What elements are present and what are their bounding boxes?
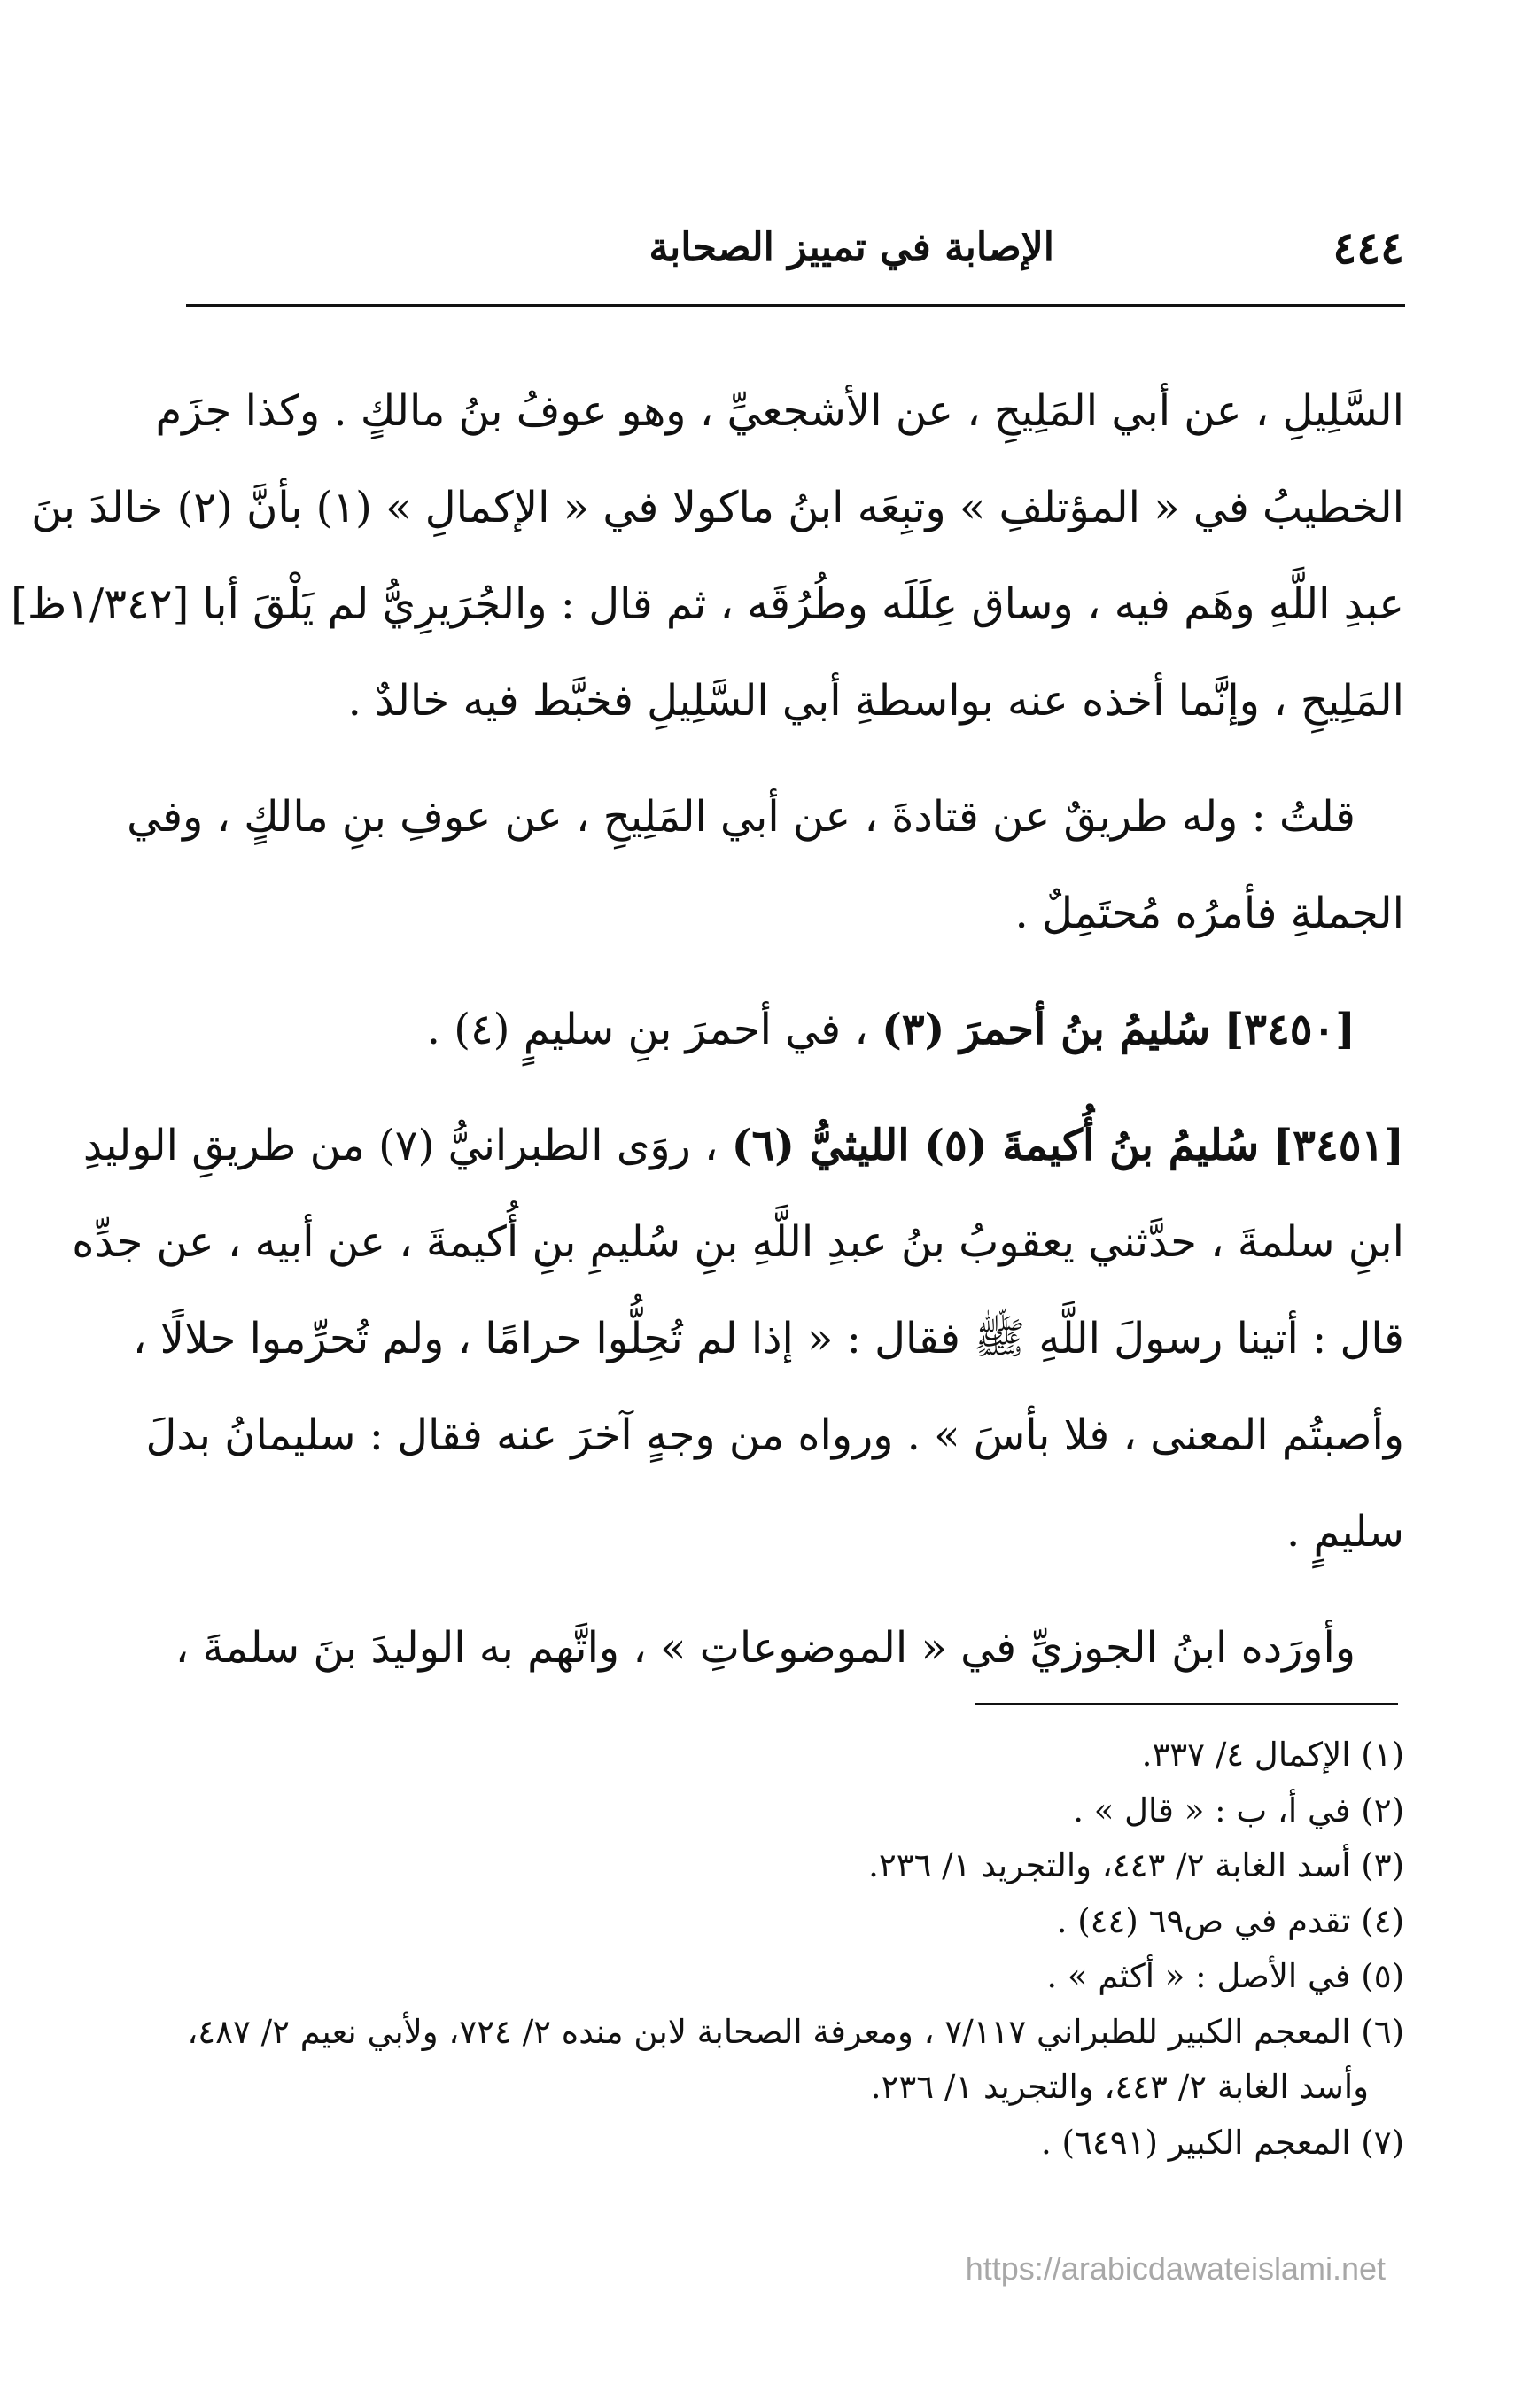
text-line: قال : أتينا رسولَ اللَّهِ ﷺ فقال : « إذا لم تُحِلُّوا حرامًا ، ولم تُحرِّموا حلالًا ، <box>132 1314 1404 1363</box>
watermark-url: https://arabicdawateislami.net <box>965 2250 1386 2287</box>
paragraph-gap <box>190 1078 1404 1098</box>
running-title: الإصابة في تمييز الصحابة <box>649 225 1054 270</box>
text-line: ابنِ سلمةَ ، حدَّثني يعقوبُ بنُ عبدِ اللَّهِ بنِ سُليمِ بنِ أُكيمةَ ، عن أبيه ، عن جدِّه <box>72 1217 1404 1267</box>
text-line: قلتُ : وله طريقٌ عن قتادةَ ، عن أبي المَلِيحِ ، عن عوفِ بنِ مالكٍ ، وفي <box>127 792 1355 842</box>
entry-text: ، في أحمرَ بنِ سليمٍ (٤) . <box>426 1005 868 1054</box>
footnote-rule <box>975 1703 1398 1705</box>
entry-3450 <box>190 982 1404 1078</box>
footnote-4: (٤) تقدم في ص٦٩ (٤٤) . <box>1056 1901 1404 1940</box>
footnote-3: (٣) أسد الغابة ٢/ ٤٤٣، والتجريد ١/ ٢٣٦. <box>868 1846 1404 1884</box>
text-line: الخطيبُ في « المؤتلفِ » وتبِعَه ابنُ ماكولا في « الإكمالِ » (١) بأنَّ (٢) خالدَ بنَ <box>31 483 1404 532</box>
page-number: ٤٤٤ <box>1332 221 1404 274</box>
text-line: السَّلِيلِ ، عن أبي المَلِيحِ ، عن الأشجعيِّ ، وهو عوفُ بنُ مالكٍ . وكذا جزَم <box>155 386 1404 436</box>
header-rule <box>186 304 1405 307</box>
footnote-2: (٢) في أ، ب : « قال » . <box>1073 1790 1404 1829</box>
paragraph-gap <box>190 962 1404 982</box>
entry-3451 <box>82 1098 1404 1194</box>
main-text <box>11 363 1404 1697</box>
paragraph-gap <box>190 1581 1404 1600</box>
footnotes <box>187 1728 1404 2171</box>
entry-name: سُليمُ بنُ أحمرَ (٣) <box>882 1005 1211 1054</box>
entry-number: [٣٤٥١] <box>1272 1121 1404 1170</box>
entry-text: ، روَى الطبرانيُّ (٧) من طريقِ الوليدِ <box>82 1121 719 1170</box>
entry-number: [٣٤٥٠] <box>1223 1005 1355 1054</box>
text-line: وأصبتُم المعنى ، فلا بأسَ » . ورواه من وجهٍ آخرَ عنه فقال : سليمانُ بدلَ <box>145 1410 1404 1460</box>
text-line: المَلِيحِ ، وإنَّما أخذه عنه بواسطةِ أبي السَّلِيلِ فخبَّط فيه خالدٌ . <box>347 676 1404 726</box>
page-header <box>190 221 1404 284</box>
text-line: سليمٍ . <box>1286 1507 1404 1557</box>
footnote-5: (٥) في الأصل : « أكثم » . <box>1046 1957 1404 1995</box>
footnote-1: (١) الإكمال ٤/ ٣٣٧. <box>1141 1736 1404 1774</box>
text-line: عبدِ اللَّهِ وهَم فيه ، وساق عِلَلَه وطُرُقَه ، ثم قال : والجُرَيرِيُّ لم يَلْقَ أبا [١/٣٤٢ظ] <box>11 579 1404 629</box>
footnote-6: (٦) المعجم الكبير للطبراني ٧/١١٧ ، ومعرفة الصحابة لابن منده ٢/ ٧٢٤، ولأبي نعيم ٢/ ٤٨٧، <box>187 2012 1404 2051</box>
footnote-6-continued: وأسد الغابة ٢/ ٤٤٣، والتجريد ١/ ٢٣٦. <box>870 2068 1369 2106</box>
text-line: وأورَده ابنُ الجوزيِّ في « الموضوعاتِ » ، واتَّهم به الوليدَ بنَ سلمةَ ، <box>175 1623 1355 1673</box>
paragraph-gap <box>190 750 1404 769</box>
text-line: الجملةِ فأمرُه مُحتَمِلٌ . <box>1014 889 1404 938</box>
entry-name: سُليمُ بنُ أُكيمةَ (٥) الليثيُّ (٦) <box>731 1121 1260 1170</box>
footnote-7: (٧) المعجم الكبير (٦٤٩١) . <box>1041 2123 1404 2162</box>
